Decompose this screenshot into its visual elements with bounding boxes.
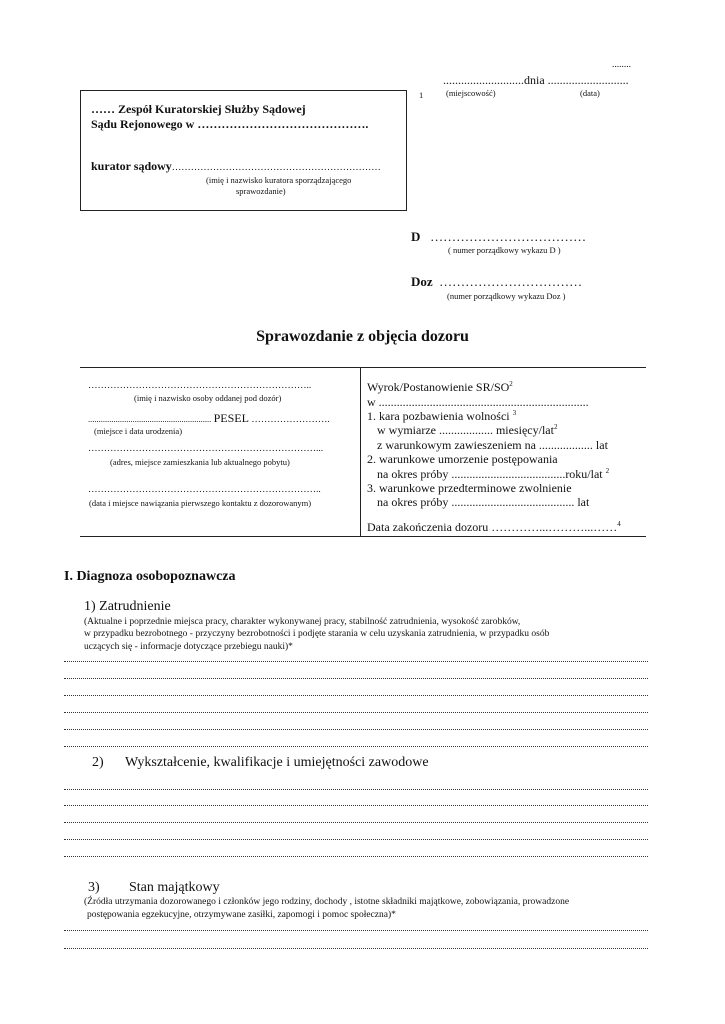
- register-doz-caption: (numer porządkowy wykazu Doz ): [447, 291, 566, 301]
- item-3: 3. warunkowe przedterminowe zwolnienie: [367, 481, 572, 495]
- sub-3-desc-2: postępowania egzekucyjne, otrzymywane zasiłki, zapomogi i pomoc społeczna)*: [87, 910, 396, 920]
- item-1-suspension: z warunkowym zawieszeniem na .................. lat: [377, 438, 608, 452]
- place-date-line: ...........................dnia ...........................: [443, 73, 629, 87]
- item-1: 1. kara pozbawienia wolności $^3$: [367, 409, 517, 423]
- verdict-w-line: w ......................................................................: [367, 395, 589, 409]
- sub-2-title: Wykształcenie, kwalifikacje i umiejętności zawodowe: [125, 755, 429, 770]
- register-doz-label: Doz: [411, 274, 433, 289]
- answer-line[interactable]: [64, 839, 648, 840]
- answer-line[interactable]: [64, 678, 648, 679]
- curator-line: [91, 159, 381, 174]
- verdict-label: Wyrok/Postanowienie $SR/SO^2$: [367, 380, 513, 394]
- section-1-heading: I. Diagnoza osobopoznawcza: [64, 569, 236, 584]
- answer-line[interactable]: [64, 930, 648, 931]
- answer-line[interactable]: [64, 661, 648, 662]
- sub-3-desc-1: (Źródła utrzymania dozorowanego i członków jego rodziny, dochody , istotne składniki majątkowe, zobowiązania, prowadzone: [84, 897, 570, 907]
- date-caption: (data): [580, 88, 600, 98]
- sub-1-title: 1) Zatrudnienie: [84, 599, 171, 614]
- supervision-end: Data zakończenia dozoru …………...………...……$^4$: [367, 520, 621, 534]
- register-d: [411, 229, 586, 245]
- register-d-label: D: [411, 229, 421, 244]
- curator-label: kurator sądowy: [91, 159, 172, 173]
- answer-line[interactable]: [64, 729, 648, 730]
- court-line-2: Sądu Rejonowego w …………………………………….: [91, 117, 369, 131]
- item-3-term: na okres próby ......................................... lat: [377, 495, 590, 509]
- contact-caption: (data i miejsce nawiązania pierwszego kontaktu z dozorowanym): [89, 498, 312, 508]
- item-1-term: w wymiarze .................. miesięcy/lat$^2$: [377, 423, 558, 437]
- register-doz: [411, 274, 582, 290]
- answer-line[interactable]: [64, 712, 648, 713]
- info-divider: [360, 368, 361, 536]
- sub-3-title: Stan majątkowy: [129, 880, 220, 895]
- info-box: [80, 367, 646, 537]
- pesel-dots: …………………….: [251, 415, 330, 425]
- answer-line[interactable]: [64, 856, 648, 857]
- curator-caption-2: sprawozdanie): [236, 186, 286, 196]
- answer-line[interactable]: [64, 805, 648, 806]
- answer-line[interactable]: [64, 695, 648, 696]
- sub-3-number: 3): [88, 880, 100, 895]
- footnote-mark: 1: [419, 90, 424, 100]
- court-box: [80, 90, 407, 211]
- contact-dots: ………………………………………………………………..: [88, 485, 321, 495]
- register-d-dots: ………………………………: [430, 229, 587, 244]
- birth-pesel-line: [88, 411, 330, 426]
- address-caption: (adres, miejsce zamieszkania lub aktualnego pobytu): [110, 457, 290, 467]
- top-dots: ........: [612, 60, 631, 70]
- curator-dots: …………………………………………………………: [171, 163, 381, 173]
- answer-line[interactable]: [64, 822, 648, 823]
- sub-1-desc-1: (Aktualne i poprzednie miejsca pracy, charakter wykonywanej pracy, stabilność zatrudnienia, wysokość zarobków,: [84, 617, 521, 627]
- sub-2-number: 2): [92, 755, 104, 770]
- sub-1-desc-3: uczących się - informacje dotyczące przebiegu nauki)*: [84, 642, 293, 652]
- page-title: Sprawozdanie z objęcia dozoru: [256, 328, 469, 345]
- place-caption: (miejscowość): [446, 88, 496, 98]
- sub-1-desc-2: w przypadku bezrobotnego - przyczyny bezrobotności i podjęte starania w celu uzyskania zatrudnienia, w przypadku osób: [84, 629, 550, 639]
- pesel-label: PESEL: [213, 411, 249, 425]
- curator-caption-1: (imię i nazwisko kuratora sporządzającego: [206, 175, 352, 185]
- item-2: 2. warunkowe umorzenie postępowania: [367, 452, 558, 466]
- address-dots: ………………………………………………………………...: [88, 444, 324, 454]
- answer-line[interactable]: [64, 948, 648, 949]
- register-d-caption: ( numer porządkowy wykazu D ): [448, 245, 561, 255]
- name-caption: (imię i nazwisko osoby oddanej pod dozór): [134, 393, 282, 403]
- court-line-1: …… Zespół Kuratorskiej Służby Sądowej: [91, 102, 306, 116]
- birth-caption: (miejsce i data urodzenia): [94, 426, 183, 436]
- birth-dots: ..........................................................: [88, 414, 212, 424]
- answer-line[interactable]: [64, 789, 648, 790]
- item-2-term: na okres próby ......................................roku/lat $^2$: [377, 467, 610, 481]
- name-dots: ……………………………………………………………..: [88, 381, 312, 391]
- answer-line[interactable]: [64, 746, 648, 747]
- register-doz-dots: ……………………………: [439, 274, 583, 289]
